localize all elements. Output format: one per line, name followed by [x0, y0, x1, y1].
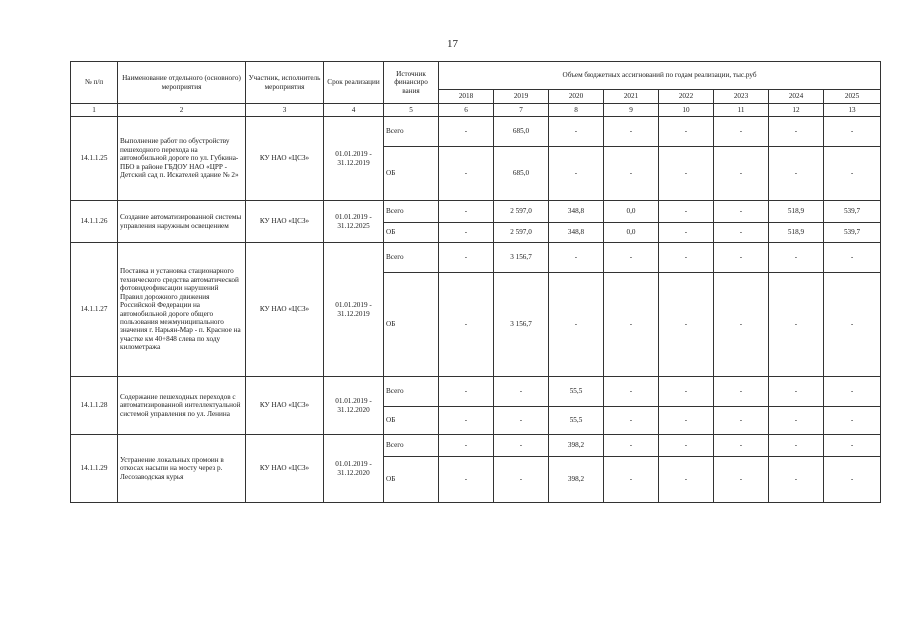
- header-name: Наименование отдельного (основного) мероприятия: [118, 62, 246, 104]
- row-value: -: [439, 435, 494, 457]
- header-term: Срок реализации: [324, 62, 384, 104]
- row-term: 01.01.2019 - 31.12.2019: [324, 243, 384, 377]
- row-value: 348,8: [549, 223, 604, 243]
- column-number-row: [71, 104, 881, 117]
- row-value: -: [714, 243, 769, 273]
- row-value: -: [494, 407, 549, 435]
- row-value: -: [659, 457, 714, 503]
- row-value: -: [714, 377, 769, 407]
- row-participant: КУ НАО «ЦСЗ»: [246, 243, 324, 377]
- row-source: Всего: [384, 117, 439, 147]
- row-value: 3 156,7: [494, 243, 549, 273]
- row-number: 14.1.1.26: [71, 201, 118, 243]
- header-year: 2024: [769, 90, 824, 104]
- column-number: 13: [824, 104, 881, 117]
- row-value: -: [769, 117, 824, 147]
- row-source: ОБ: [384, 273, 439, 377]
- row-value: -: [439, 243, 494, 273]
- row-source: Всего: [384, 377, 439, 407]
- column-number: 11: [714, 104, 769, 117]
- row-value: 539,7: [824, 201, 881, 223]
- row-value: -: [769, 435, 824, 457]
- row-value: -: [439, 223, 494, 243]
- table-row: [71, 377, 881, 407]
- row-source: Всего: [384, 435, 439, 457]
- row-value: -: [824, 117, 881, 147]
- row-participant: КУ НАО «ЦСЗ»: [246, 435, 324, 503]
- row-value: 398,2: [549, 435, 604, 457]
- row-value: -: [714, 201, 769, 223]
- row-value: -: [439, 147, 494, 201]
- row-value: -: [659, 407, 714, 435]
- row-value: -: [604, 243, 659, 273]
- row-term: 01.01.2019 - 31.12.2020: [324, 377, 384, 435]
- column-number: 2: [118, 104, 246, 117]
- row-value: 518,9: [769, 223, 824, 243]
- row-value: 0,0: [604, 223, 659, 243]
- row-value: -: [824, 147, 881, 201]
- row-value: -: [604, 273, 659, 377]
- row-participant: КУ НАО «ЦСЗ»: [246, 201, 324, 243]
- header-volume: Объем бюджетных ассигнований по годам реализации, тыс.руб: [439, 62, 881, 90]
- header-year: 2025: [824, 90, 881, 104]
- row-source: ОБ: [384, 223, 439, 243]
- row-value: -: [659, 147, 714, 201]
- page-number: 17: [447, 38, 458, 50]
- row-value: -: [439, 457, 494, 503]
- row-value: -: [659, 201, 714, 223]
- row-value: -: [659, 223, 714, 243]
- row-value: -: [439, 407, 494, 435]
- row-value: -: [714, 147, 769, 201]
- header-source: Источник финансиро вания: [384, 62, 439, 104]
- row-value: -: [604, 407, 659, 435]
- row-value: -: [549, 273, 604, 377]
- table-row: [71, 201, 881, 223]
- row-value: -: [714, 435, 769, 457]
- row-value: 518,9: [769, 201, 824, 223]
- row-value: 348,8: [549, 201, 604, 223]
- row-value: -: [659, 117, 714, 147]
- row-value: 2 597,0: [494, 201, 549, 223]
- column-number: 6: [439, 104, 494, 117]
- table-row: [71, 117, 881, 147]
- row-term: 01.01.2019 - 31.12.2020: [324, 435, 384, 503]
- row-value: -: [604, 435, 659, 457]
- row-value: -: [769, 457, 824, 503]
- column-number: 12: [769, 104, 824, 117]
- row-source: Всего: [384, 201, 439, 223]
- row-value: -: [604, 147, 659, 201]
- column-number: 1: [71, 104, 118, 117]
- budget-table: [70, 61, 881, 503]
- row-value: 2 597,0: [494, 223, 549, 243]
- row-value: -: [824, 243, 881, 273]
- row-value: 685,0: [494, 147, 549, 201]
- row-source: Всего: [384, 243, 439, 273]
- row-value: -: [714, 273, 769, 377]
- row-value: -: [604, 457, 659, 503]
- row-value: -: [824, 377, 881, 407]
- row-value: -: [494, 435, 549, 457]
- header-year: 2022: [659, 90, 714, 104]
- row-number: 14.1.1.29: [71, 435, 118, 503]
- row-value: -: [769, 377, 824, 407]
- header-year: 2018: [439, 90, 494, 104]
- column-number: 5: [384, 104, 439, 117]
- row-value: -: [824, 273, 881, 377]
- row-value: -: [659, 273, 714, 377]
- row-value: 55,5: [549, 377, 604, 407]
- row-name: Создание автоматизированной системы управления наружным освещением: [118, 201, 246, 243]
- column-number: 10: [659, 104, 714, 117]
- column-number: 9: [604, 104, 659, 117]
- row-value: 685,0: [494, 117, 549, 147]
- column-number: 7: [494, 104, 549, 117]
- row-value: 55,5: [549, 407, 604, 435]
- row-value: -: [439, 377, 494, 407]
- row-value: -: [769, 407, 824, 435]
- header-year: 2023: [714, 90, 769, 104]
- row-value: -: [714, 457, 769, 503]
- row-value: -: [494, 377, 549, 407]
- row-value: -: [549, 147, 604, 201]
- row-term: 01.01.2019 - 31.12.2019: [324, 117, 384, 201]
- row-value: -: [604, 117, 659, 147]
- row-value: -: [659, 377, 714, 407]
- row-value: 3 156,7: [494, 273, 549, 377]
- row-value: -: [769, 273, 824, 377]
- header-year: 2021: [604, 90, 659, 104]
- row-value: 0,0: [604, 201, 659, 223]
- row-value: -: [549, 243, 604, 273]
- row-value: 398,2: [549, 457, 604, 503]
- row-value: -: [714, 117, 769, 147]
- row-source: ОБ: [384, 457, 439, 503]
- row-value: -: [439, 201, 494, 223]
- row-number: 14.1.1.27: [71, 243, 118, 377]
- header-participant: Участник, исполнитель мероприятия: [246, 62, 324, 104]
- row-value: -: [824, 435, 881, 457]
- table-row: [71, 243, 881, 273]
- row-name: Поставка и установка стационарного технического средства автоматической фотовидеофиксации нарушений Правил дорожного движения Российской Федерации на автомобильной дороге общего пользования межмуниципального значения г. Нарьян-Мар - п. Красное на участке км 40+848 слева по ходу километража: [118, 243, 246, 377]
- row-value: -: [549, 117, 604, 147]
- row-value: -: [659, 243, 714, 273]
- row-name: Выполнение работ по обустройству пешеходного перехода на автомобильной дороге по ул. Губкина-ПБО в районе ГБДОУ НАО «ЦРР - Детский сад п. Искателей здание № 2»: [118, 117, 246, 201]
- column-number: 4: [324, 104, 384, 117]
- header-year: 2019: [494, 90, 549, 104]
- column-number: 8: [549, 104, 604, 117]
- row-number: 14.1.1.28: [71, 377, 118, 435]
- row-value: -: [769, 243, 824, 273]
- row-source: ОБ: [384, 147, 439, 201]
- header-no: № п/п: [71, 62, 118, 104]
- row-source: ОБ: [384, 407, 439, 435]
- row-value: -: [439, 117, 494, 147]
- table-row: [71, 435, 881, 457]
- row-value: -: [824, 407, 881, 435]
- row-value: -: [494, 457, 549, 503]
- row-value: -: [714, 223, 769, 243]
- row-value: -: [769, 147, 824, 201]
- row-value: -: [604, 377, 659, 407]
- row-name: Содержание пешеходных переходов с автоматизированной интеллектуальной системой управления по ул. Ленина: [118, 377, 246, 435]
- header-year: 2020: [549, 90, 604, 104]
- column-number: 3: [246, 104, 324, 117]
- row-value: -: [714, 407, 769, 435]
- row-value: -: [439, 273, 494, 377]
- row-term: 01.01.2019 - 31.12.2025: [324, 201, 384, 243]
- row-value: -: [824, 457, 881, 503]
- row-value: -: [659, 435, 714, 457]
- row-number: 14.1.1.25: [71, 117, 118, 201]
- row-value: 539,7: [824, 223, 881, 243]
- row-participant: КУ НАО «ЦСЗ»: [246, 377, 324, 435]
- row-participant: КУ НАО «ЦСЗ»: [246, 117, 324, 201]
- row-name: Устранение локальных промоин в откосах насыпи на мосту через р. Лесозаводская курья: [118, 435, 246, 503]
